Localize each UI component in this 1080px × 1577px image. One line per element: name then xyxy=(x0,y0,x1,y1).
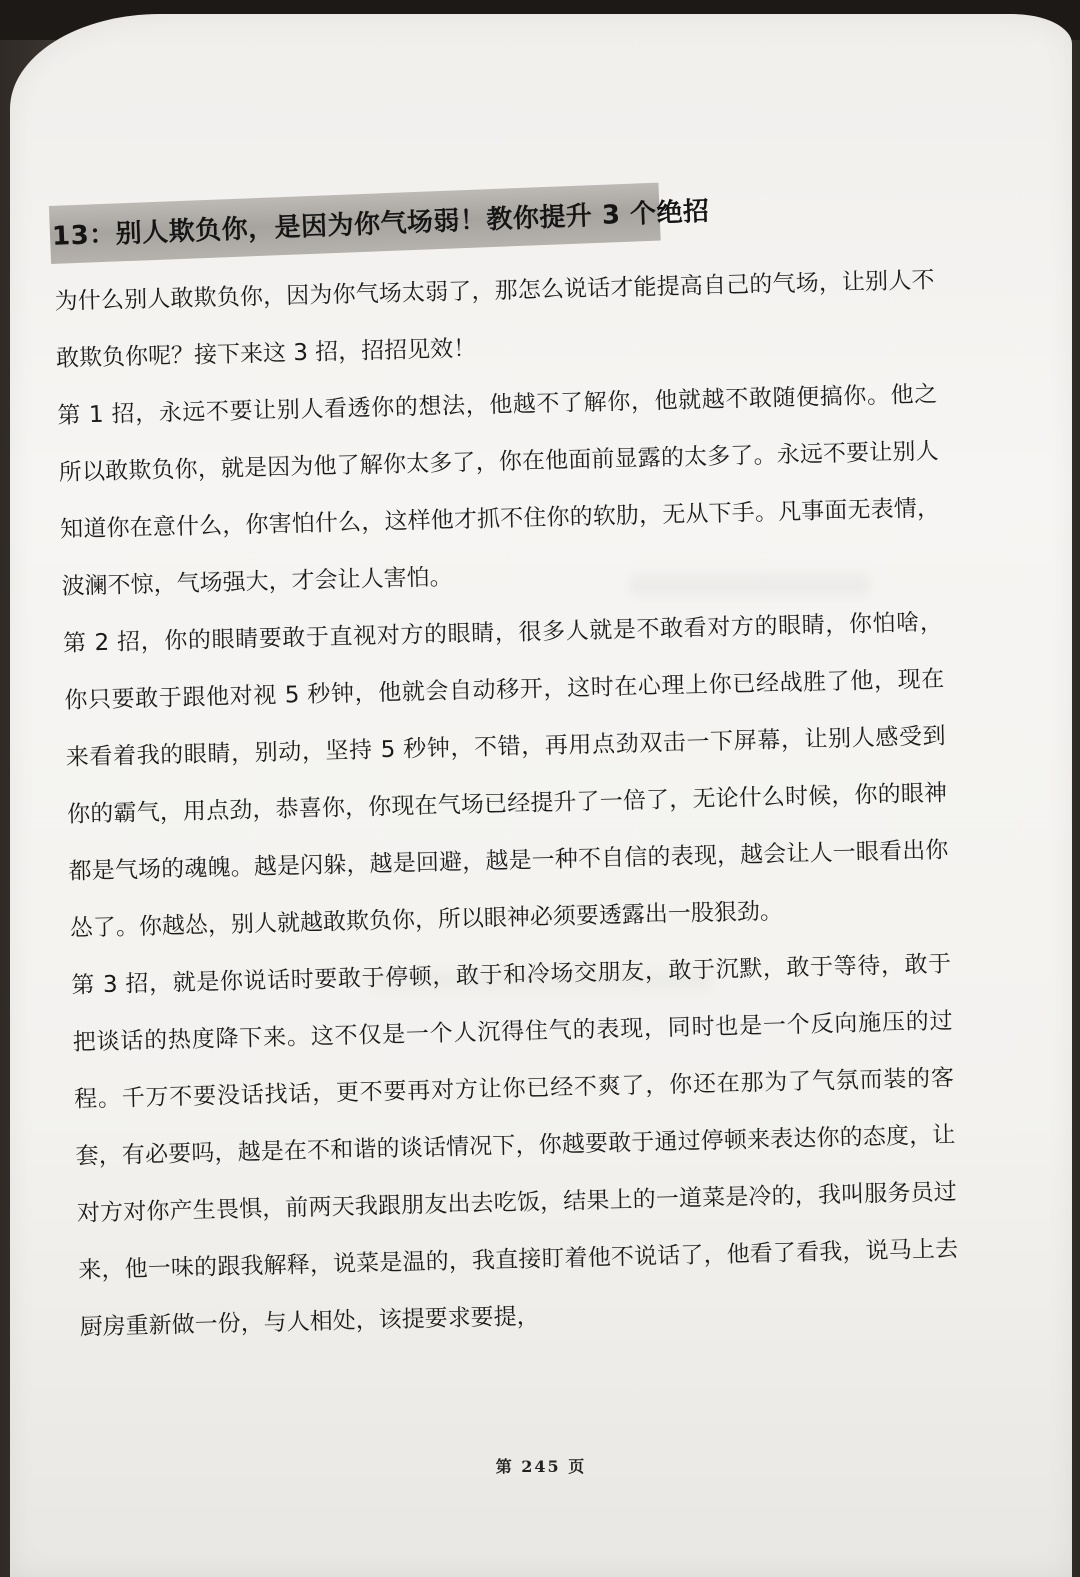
paragraph-intro: 为什么别人敢欺负你，因为你气场太弱了，那怎么说话才能提高自己的气场，让别人不敢欺负你呢？接下来这 3 招，招招见效！ xyxy=(54,267,935,372)
page-number: 第 245 页 xyxy=(495,1457,587,1476)
section-heading xyxy=(49,183,711,264)
paragraph-tip-1: 第 1 招，永远不要让别人看透你的想法，他越不了解你，他就越不敢随便搞你。他之所以敢欺负你，就是因为他了解你太多了，你在他面前显露的太多了。永远不要让别人知道你在意什么，你害怕什么，这样他才抓不住你的软肋，无从下手。凡事面无表情，波澜不惊，气场强大，才会让人害怕。 xyxy=(57,381,941,600)
paragraph-tip-2: 第 2 招，你的眼睛要敢于直视对方的眼睛，很多人就是不敢看对方的眼睛，你怕啥，你只要敢于跟他对视 5 秒钟，他就会自动移开，这时在心理上你已经战胜了他，现在来看着我的眼睛，别动，坚持 5 秒钟，不错，再用点劲双击一下屏幕，让别人感受到你的霸气，用点劲，恭喜你，你现在气场已经提升了一倍了，无论什么时候，你的眼神都是气场的魂魄。越是闪躲，越是回避，越是一种不自信的表现，越会让人一眼看出你怂了。你越怂，别人就越敢欺负你，所以眼神必须要透露出一股狠劲。 xyxy=(62,609,949,942)
heading-text: 13：别人欺负你，是因为你气场弱！教你提升 3 个绝招 xyxy=(51,196,711,252)
book-page xyxy=(10,14,1072,1577)
paragraph-tip-3: 第 3 招，就是你说话时要敢于停顿，敢于和冷场交朋友，敢于沉默，敢于等待，敢于把谈话的热度降下来。这不仅是一个人沉得住气的表现，同时也是一个反向施压的过程。千万不要没话找话，更不要再对方让你已经不爽了，你还在那为了气氛而装的客套，有必要吗，越是在不和谐的谈话情况下，你越要敢于通过停顿来表达你的态度，让对方对你产生畏惧，前两天我跟朋友出去吃饭，结果上的一道菜是冷的，我叫服务员过来，他一味的跟我解释，说菜是温的，我直接盯着他不说话了，他看了看我，说马上去厨房重新做一份，与人相处，该提要求要提， xyxy=(71,951,959,1341)
body-text xyxy=(54,252,960,1356)
